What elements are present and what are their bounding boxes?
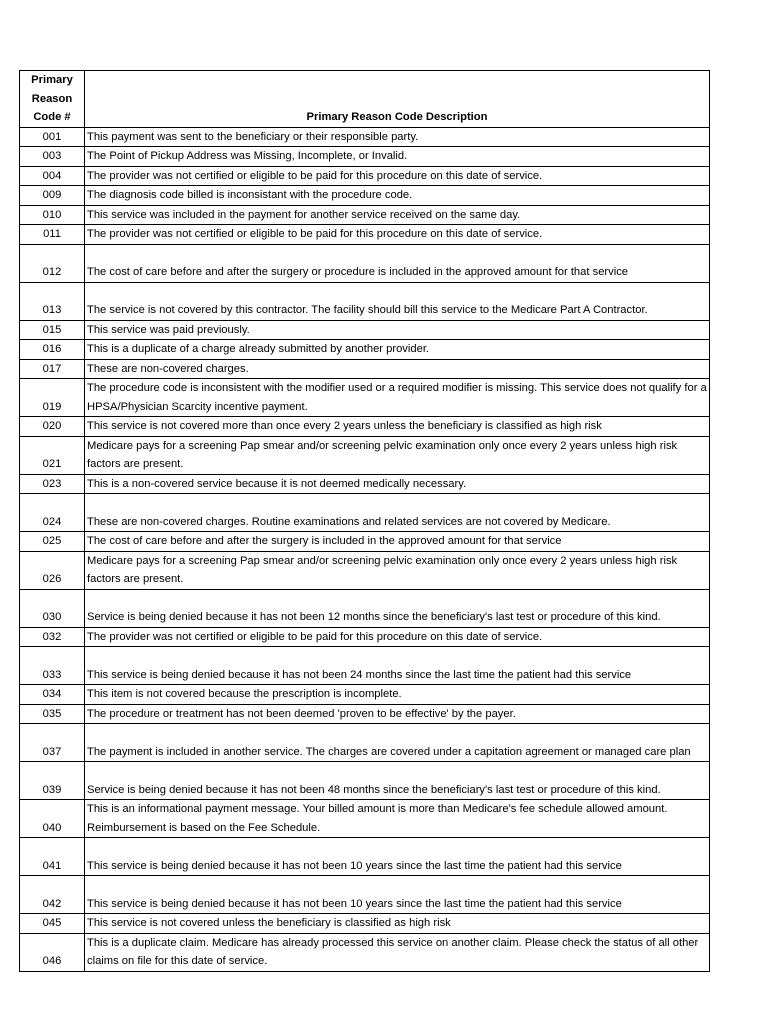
code-header-line: Primary — [31, 74, 73, 86]
table-row — [20, 551, 710, 589]
code-column-header — [20, 71, 85, 128]
reason-description: These are non-covered charges. Routine examinations and related services are not covered by Medicare. — [85, 494, 710, 532]
table-row — [20, 532, 710, 552]
reason-code: 035 — [20, 704, 85, 724]
reason-code: 013 — [20, 282, 85, 320]
reason-description: This service is not covered more than once every 2 years unless the beneficiary is classified as high risk — [85, 417, 710, 437]
table-row — [20, 205, 710, 225]
reason-code: 016 — [20, 340, 85, 360]
table-row — [20, 436, 710, 474]
table-row — [20, 589, 710, 627]
table-row — [20, 724, 710, 762]
table-row — [20, 359, 710, 379]
table-row — [20, 379, 710, 417]
reason-code: 011 — [20, 225, 85, 245]
reason-description: This payment was sent to the beneficiary or their responsible party. — [85, 127, 710, 147]
table-row — [20, 494, 710, 532]
table-row — [20, 186, 710, 206]
reason-code: 017 — [20, 359, 85, 379]
table-row — [20, 838, 710, 876]
table-row — [20, 282, 710, 320]
table-row — [20, 876, 710, 914]
table-row — [20, 474, 710, 494]
reason-description: The cost of care before and after the surgery or procedure is included in the approved amount for that service — [85, 244, 710, 282]
reason-description: The diagnosis code billed is inconsistant with the procedure code. — [85, 186, 710, 206]
description-column-header: Primary Reason Code Description — [85, 71, 710, 128]
code-header-line: Reason — [31, 92, 73, 105]
reason-code: 010 — [20, 205, 85, 225]
table-row — [20, 340, 710, 360]
reason-code: 042 — [20, 876, 85, 914]
reason-code: 033 — [20, 647, 85, 685]
reason-description: This service is not covered unless the beneficiary is classified as high risk — [85, 914, 710, 934]
table-row — [20, 627, 710, 647]
reason-code: 040 — [20, 800, 85, 838]
reason-code: 045 — [20, 914, 85, 934]
reason-description: This is a non-covered service because it is not deemed medically necessary. — [85, 474, 710, 494]
reason-description: This is an informational payment message. Your billed amount is more than Medicare's fee schedule allowed amount. Reimbursement is based on the Fee Schedule. — [85, 800, 710, 838]
reason-description: This is a duplicate claim. Medicare has already processed this service on another claim. Please check the status of all other claims on file for this date of service. — [85, 933, 710, 971]
reason-description: Medicare pays for a screening Pap smear and/or screening pelvic examination only once every 2 years unless high risk factors are present. — [85, 436, 710, 474]
reason-code: 003 — [20, 147, 85, 167]
reason-description: Medicare pays for a screening Pap smear and/or screening pelvic examination only once every 2 years unless high risk factors are present. — [85, 551, 710, 589]
code-header-line: Code # — [33, 111, 71, 123]
reason-code: 025 — [20, 532, 85, 552]
table-row — [20, 762, 710, 800]
reason-code: 015 — [20, 320, 85, 340]
table-row — [20, 147, 710, 167]
table-row — [20, 320, 710, 340]
reason-code: 024 — [20, 494, 85, 532]
table-row — [20, 647, 710, 685]
reason-code: 021 — [20, 436, 85, 474]
reason-code-table — [19, 70, 710, 972]
table-row — [20, 127, 710, 147]
reason-code: 012 — [20, 244, 85, 282]
reason-code: 019 — [20, 379, 85, 417]
reason-code: 041 — [20, 838, 85, 876]
reason-description: This is a duplicate of a charge already submitted by another provider. — [85, 340, 710, 360]
reason-code: 034 — [20, 685, 85, 705]
reason-code: 030 — [20, 589, 85, 627]
table-row — [20, 225, 710, 245]
reason-description: The payment is included in another service. The charges are covered under a capitation agreement or managed care plan — [85, 724, 710, 762]
reason-code: 026 — [20, 551, 85, 589]
table-row — [20, 417, 710, 437]
table-row — [20, 914, 710, 934]
reason-description: The provider was not certified or eligible to be paid for this procedure on this date of service. — [85, 225, 710, 245]
reason-description: This service is being denied because it has not been 10 years since the last time the patient had this service — [85, 876, 710, 914]
reason-code: 001 — [20, 127, 85, 147]
reason-description: These are non-covered charges. — [85, 359, 710, 379]
reason-description: This service is being denied because it has not been 24 months since the last time the patient had this service — [85, 647, 710, 685]
reason-code: 046 — [20, 933, 85, 971]
reason-code: 020 — [20, 417, 85, 437]
reason-code: 037 — [20, 724, 85, 762]
table-row — [20, 685, 710, 705]
reason-code: 032 — [20, 627, 85, 647]
reason-description: This service was paid previously. — [85, 320, 710, 340]
reason-description: The Point of Pickup Address was Missing, Incomplete, or Invalid. — [85, 147, 710, 167]
reason-description: The cost of care before and after the surgery is included in the approved amount for that service — [85, 532, 710, 552]
table-row — [20, 800, 710, 838]
reason-description: This item is not covered because the prescription is incomplete. — [85, 685, 710, 705]
reason-description: Service is being denied because it has not been 12 months since the beneficiary's last test or procedure of this kind. — [85, 589, 710, 627]
table-row — [20, 704, 710, 724]
reason-description: The procedure code is inconsistent with the modifier used or a required modifier is missing. This service does not qualify for a HPSA/Physician Scarcity incentive payment. — [85, 379, 710, 417]
reason-code: 023 — [20, 474, 85, 494]
reason-description: The provider was not certified or eligible to be paid for this procedure on this date of service. — [85, 627, 710, 647]
reason-description: The provider was not certified or eligible to be paid for this procedure on this date of service. — [85, 166, 710, 186]
table-row — [20, 166, 710, 186]
reason-code-sheet — [19, 70, 710, 972]
reason-code: 009 — [20, 186, 85, 206]
reason-description: The procedure or treatment has not been deemed 'proven to be effective' by the payer. — [85, 704, 710, 724]
reason-description: This service was included in the payment for another service received on the same day. — [85, 205, 710, 225]
header-row — [20, 71, 710, 128]
reason-description: Service is being denied because it has not been 48 months since the beneficiary's last test or procedure of this kind. — [85, 762, 710, 800]
reason-description: This service is being denied because it has not been 10 years since the last time the patient had this service — [85, 838, 710, 876]
table-row — [20, 933, 710, 971]
reason-description: The service is not covered by this contractor. The facility should bill this service to the Medicare Part A Contractor. — [85, 282, 710, 320]
table-row — [20, 244, 710, 282]
reason-code: 039 — [20, 762, 85, 800]
reason-code: 004 — [20, 166, 85, 186]
